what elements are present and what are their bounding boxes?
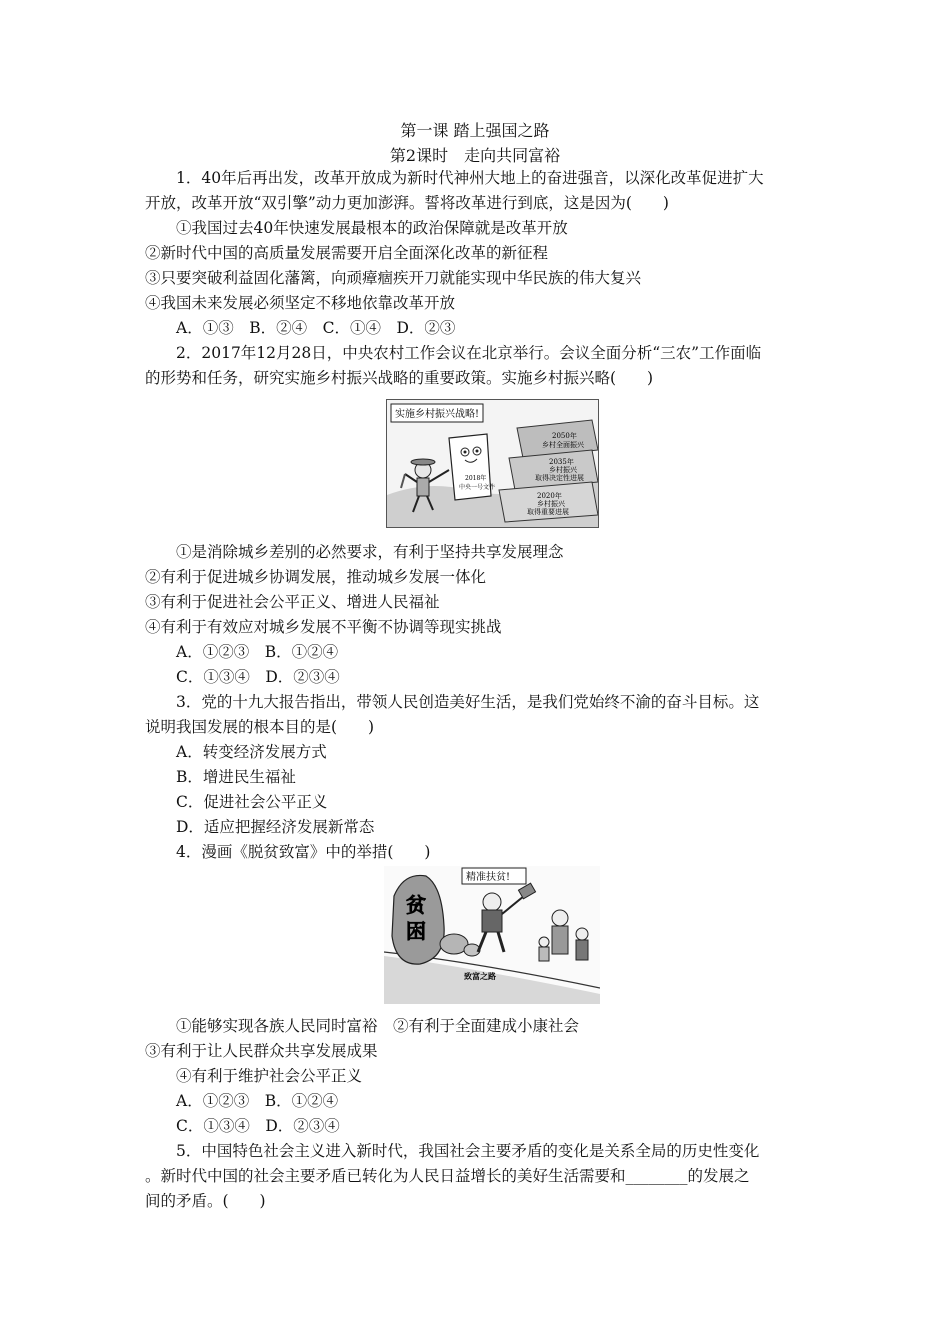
road-label: 致富之路 (464, 971, 496, 981)
q5-stem-line-3: 间的矛盾。( ) (145, 1192, 266, 1210)
q2-option-4: ④有利于有效应对城乡发展不平衡不协调等现实挑战 (145, 618, 502, 636)
doc-label-year: 2018年 (465, 475, 487, 482)
doc-label-title: 中央一号文件 (459, 484, 496, 491)
q3-option-b: B．增进民生福祉 (176, 768, 296, 786)
q2-choices-ab: A．①②③ B．①②④ (176, 643, 339, 661)
rural-revitalization-cartoon (386, 399, 599, 528)
step-2050-label: 乡村全面振兴 (542, 441, 584, 449)
q3-option-c: C．促进社会公平正义 (176, 793, 328, 811)
q4-option-1-2: ①能够实现各族人民同时富裕 ②有利于全面建成小康社会 (176, 1017, 580, 1035)
q5-stem-line-1: 5．中国特色社会主义进入新时代，我国社会主要矛盾的变化是关系全局的历史性变化 (176, 1142, 760, 1160)
q4-option-4: ④有利于维护社会公平正义 (176, 1067, 363, 1085)
q3-stem-line-2: 说明我国发展的根本目的是( ) (145, 718, 375, 736)
q1-option-1: ①我国过去40年快速发展最根本的政治保障就是改革开放 (176, 219, 568, 237)
step-2020-label-2: 取得重要进展 (527, 508, 569, 516)
step-2020-year: 2020年 (537, 492, 562, 500)
rock-char-1: 贫 (406, 893, 426, 917)
q1-stem-line-2: 开放，改革开放“双引擎”动力更加澎湃。誓将改革进行到底，这是因为( ) (145, 194, 669, 212)
step-2035-label-1: 乡村振兴 (549, 466, 577, 474)
step-2050-year: 2050年 (552, 432, 577, 440)
rock-char-2: 困 (406, 919, 426, 943)
q2-option-1: ①是消除城乡差别的必然要求，有利于坚持共享发展理念 (176, 543, 564, 561)
banner-text: 精准扶贫! (466, 872, 511, 883)
q1-option-3: ③只要突破利益固化藩篱，向顽瘴痼疾开刀就能实现中华民族的伟大复兴 (145, 269, 642, 287)
section-title: 第2课时 走向共同富裕 (389, 146, 561, 165)
step-2020-label-1: 乡村振兴 (537, 500, 565, 508)
poverty-alleviation-cartoon (384, 866, 600, 1004)
q2-choices-cd: C．①③④ D．②③④ (176, 668, 340, 686)
q3-option-a: A．转变经济发展方式 (176, 743, 327, 761)
q4-choices-cd: C．①③④ D．②③④ (176, 1117, 340, 1135)
q5-stem-line-2: 。新时代中国的社会主要矛盾已转化为人民日益增长的美好生活需要和________的发展之 (145, 1167, 750, 1185)
q2-option-3: ③有利于促进社会公平正义、增进人民福祉 (145, 593, 440, 611)
q1-stem-line-1: 1．40年后再出发，改革开放成为新时代神州大地上的奋进强音，以深化改革促进扩大 (176, 169, 764, 187)
q3-stem-line-1: 3．党的十九大报告指出，带领人民创造美好生活，是我们党始终不渝的奋斗目标。这 (176, 693, 760, 711)
q1-option-4: ④我国未来发展必须坚定不移地依靠改革开放 (145, 294, 456, 312)
step-2035-label-2: 取得决定性进展 (535, 474, 584, 482)
q2-stem-line-1: 2．2017年12月28日，中央农村工作会议在北京举行。会议全面分析“三农”工作面临 (176, 344, 762, 362)
banner-text: 实施乡村振兴战略! (395, 409, 480, 420)
lesson-title: 第一课 踏上强国之路 (400, 121, 550, 140)
q1-choices: A．①③ B．②④ C．①④ D．②③ (176, 319, 456, 337)
q4-stem: 4．漫画《脱贫致富》中的举措( ) (176, 843, 431, 861)
q2-option-2: ②有利于促进城乡协调发展，推动城乡发展一体化 (145, 568, 487, 586)
q4-choices-ab: A．①②③ B．①②④ (176, 1092, 339, 1110)
q1-option-2: ②新时代中国的高质量发展需要开启全面深化改革的新征程 (145, 244, 549, 262)
step-2035-year: 2035年 (549, 458, 574, 466)
q3-option-d: D．适应把握经济发展新常态 (176, 818, 375, 836)
q4-option-3: ③有利于让人民群众共享发展成果 (145, 1042, 378, 1060)
q2-stem-line-2: 的形势和任务，研究实施乡村振兴战略的重要政策。实施乡村振兴略( ) (145, 369, 654, 387)
